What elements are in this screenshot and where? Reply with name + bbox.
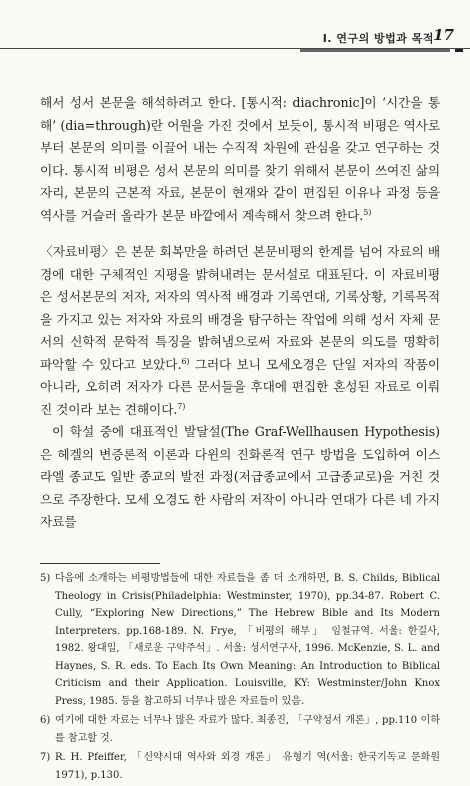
- footnotes: [40, 570, 440, 786]
- chapter-title: I. 연구의 방법과 목적: [322, 32, 434, 45]
- footnote-ref-5[interactable]: 5): [363, 207, 372, 217]
- running-header: [0, 24, 470, 46]
- paragraph-1: [40, 92, 440, 227]
- footnote-text: 다음에 소개하는 비평방법들에 대한 자료들을 좀 더 소개하면, B. S. Childs, Biblical Theology in Crisis(Philadelphia: Westminster, 1970), pp.34-87. Robert C. Cully, “Exploring New Directions,” The Hebrew Bible and Its Modern Interpreters. pp.168-189. N. Frye, 「비평의 해부」 임철규역. 서울: 한길사, 1982. 왕대일, 「새로운 구약주석」. 서울: 성서연구사, 1996. McKenzie, S. L. and Haynes, S. R. eds. To Each Its Own Meaning: An Introduction to Biblical Criticism and their Application. Louisville, KY: Westminster/John Knox Press, 1985. 등을 참고하되 너무나 많은 자료들이 있음.: [55, 573, 440, 707]
- paragraph-3-text: 이 학설 중에 대표적인 발달설(The Graf-Wellhausen Hypothesis)은 헤겔의 변증론적 이론과 다윈의 진화론적 연구 방법을 도입하여 이스라엘 종교도 일반 종교의 발전 과정(저급종교에서 고급종교로)을 거친 것으로 주장한다. 모세 오경도 한 사람의 저작이 아니라 연대가 다른 네 가지 자료를: [40, 424, 440, 529]
- header-accent-mark: [455, 49, 463, 52]
- main-text: [40, 92, 440, 548]
- footnote-text: 여기에 대한 자료는 너무나 많은 자료가 많다. 최종진, 「구약성서 개론」, pp.110 이하를 참고할 것.: [55, 715, 440, 744]
- header-accent-bar: [300, 49, 450, 52]
- footnote-number: 6): [40, 715, 51, 726]
- footnote-number: 5): [40, 573, 51, 584]
- paragraph-1-text: 해서 성서 본문을 해석하려고 한다. [통시적: diachronic]이 ‘시간을 통해’ (dia=through)란 어원을 가진 것에서 보듯이, 통시적 비평은 역사로 부터 본문의 의미를 이끌어 내는 수직적 차원에 관심을 갖고 연구하는 것이다. 통시적 비평은 성서 본문의 의미를 찾기 위해서 본문이 쓰여진 삶의 자리, 본문의 근본적 자료, 본문이 현재와 같이 편집된 이유나 과정 등을 역사를 거슬러 올라가 본문 바깥에서 계속해서 찾으려 한다.: [40, 95, 440, 223]
- paragraph-2-text: 〈자료비평〉은 본문 회복만을 하려던 본문비평의 한계를 넘어 자료의 배경에 대한 구체적인 지평을 밝혀내려는 문서설로 대표된다. 이 자료비평은 성서본문의 저자, 저자의 역사적 배경과 기록연대, 기록상황, 기록목적을 가지고 있는 저자와 자료의 배경을 탐구하는 작업에 의해 성서 자체 문서의 신학적 문학적 특징을 밝혀냄으로써 자료와 본문의 의도를 명확히 파악할 수 있다고 보았다.: [40, 244, 440, 372]
- footnote-5: [40, 570, 440, 710]
- paragraph-2: [40, 241, 440, 421]
- footnote-6: [40, 712, 440, 747]
- footnote-divider: [40, 563, 160, 564]
- footnote-7: [40, 749, 440, 784]
- paragraph-2b-text: 그러다 보니 모세오경은 단일 저자의 작품이 아니라, 오히려 저자가 다른 문서들을 후대에 편집한 혼성된 자료로 이뤄진 것이라 보는 견해이다.: [40, 356, 440, 417]
- footnote-ref-7[interactable]: 7): [177, 401, 186, 411]
- footnote-text: R. H. Pfeiffer, 「신약시대 역사와 외경 개론」 유형기 역(서울: 한국기독교 문화원 1971), p.130.: [55, 752, 440, 781]
- page-number: 17: [433, 26, 454, 44]
- footnote-number: 7): [40, 752, 51, 763]
- paragraph-3: [40, 421, 440, 534]
- footnote-ref-6[interactable]: 6): [181, 356, 190, 366]
